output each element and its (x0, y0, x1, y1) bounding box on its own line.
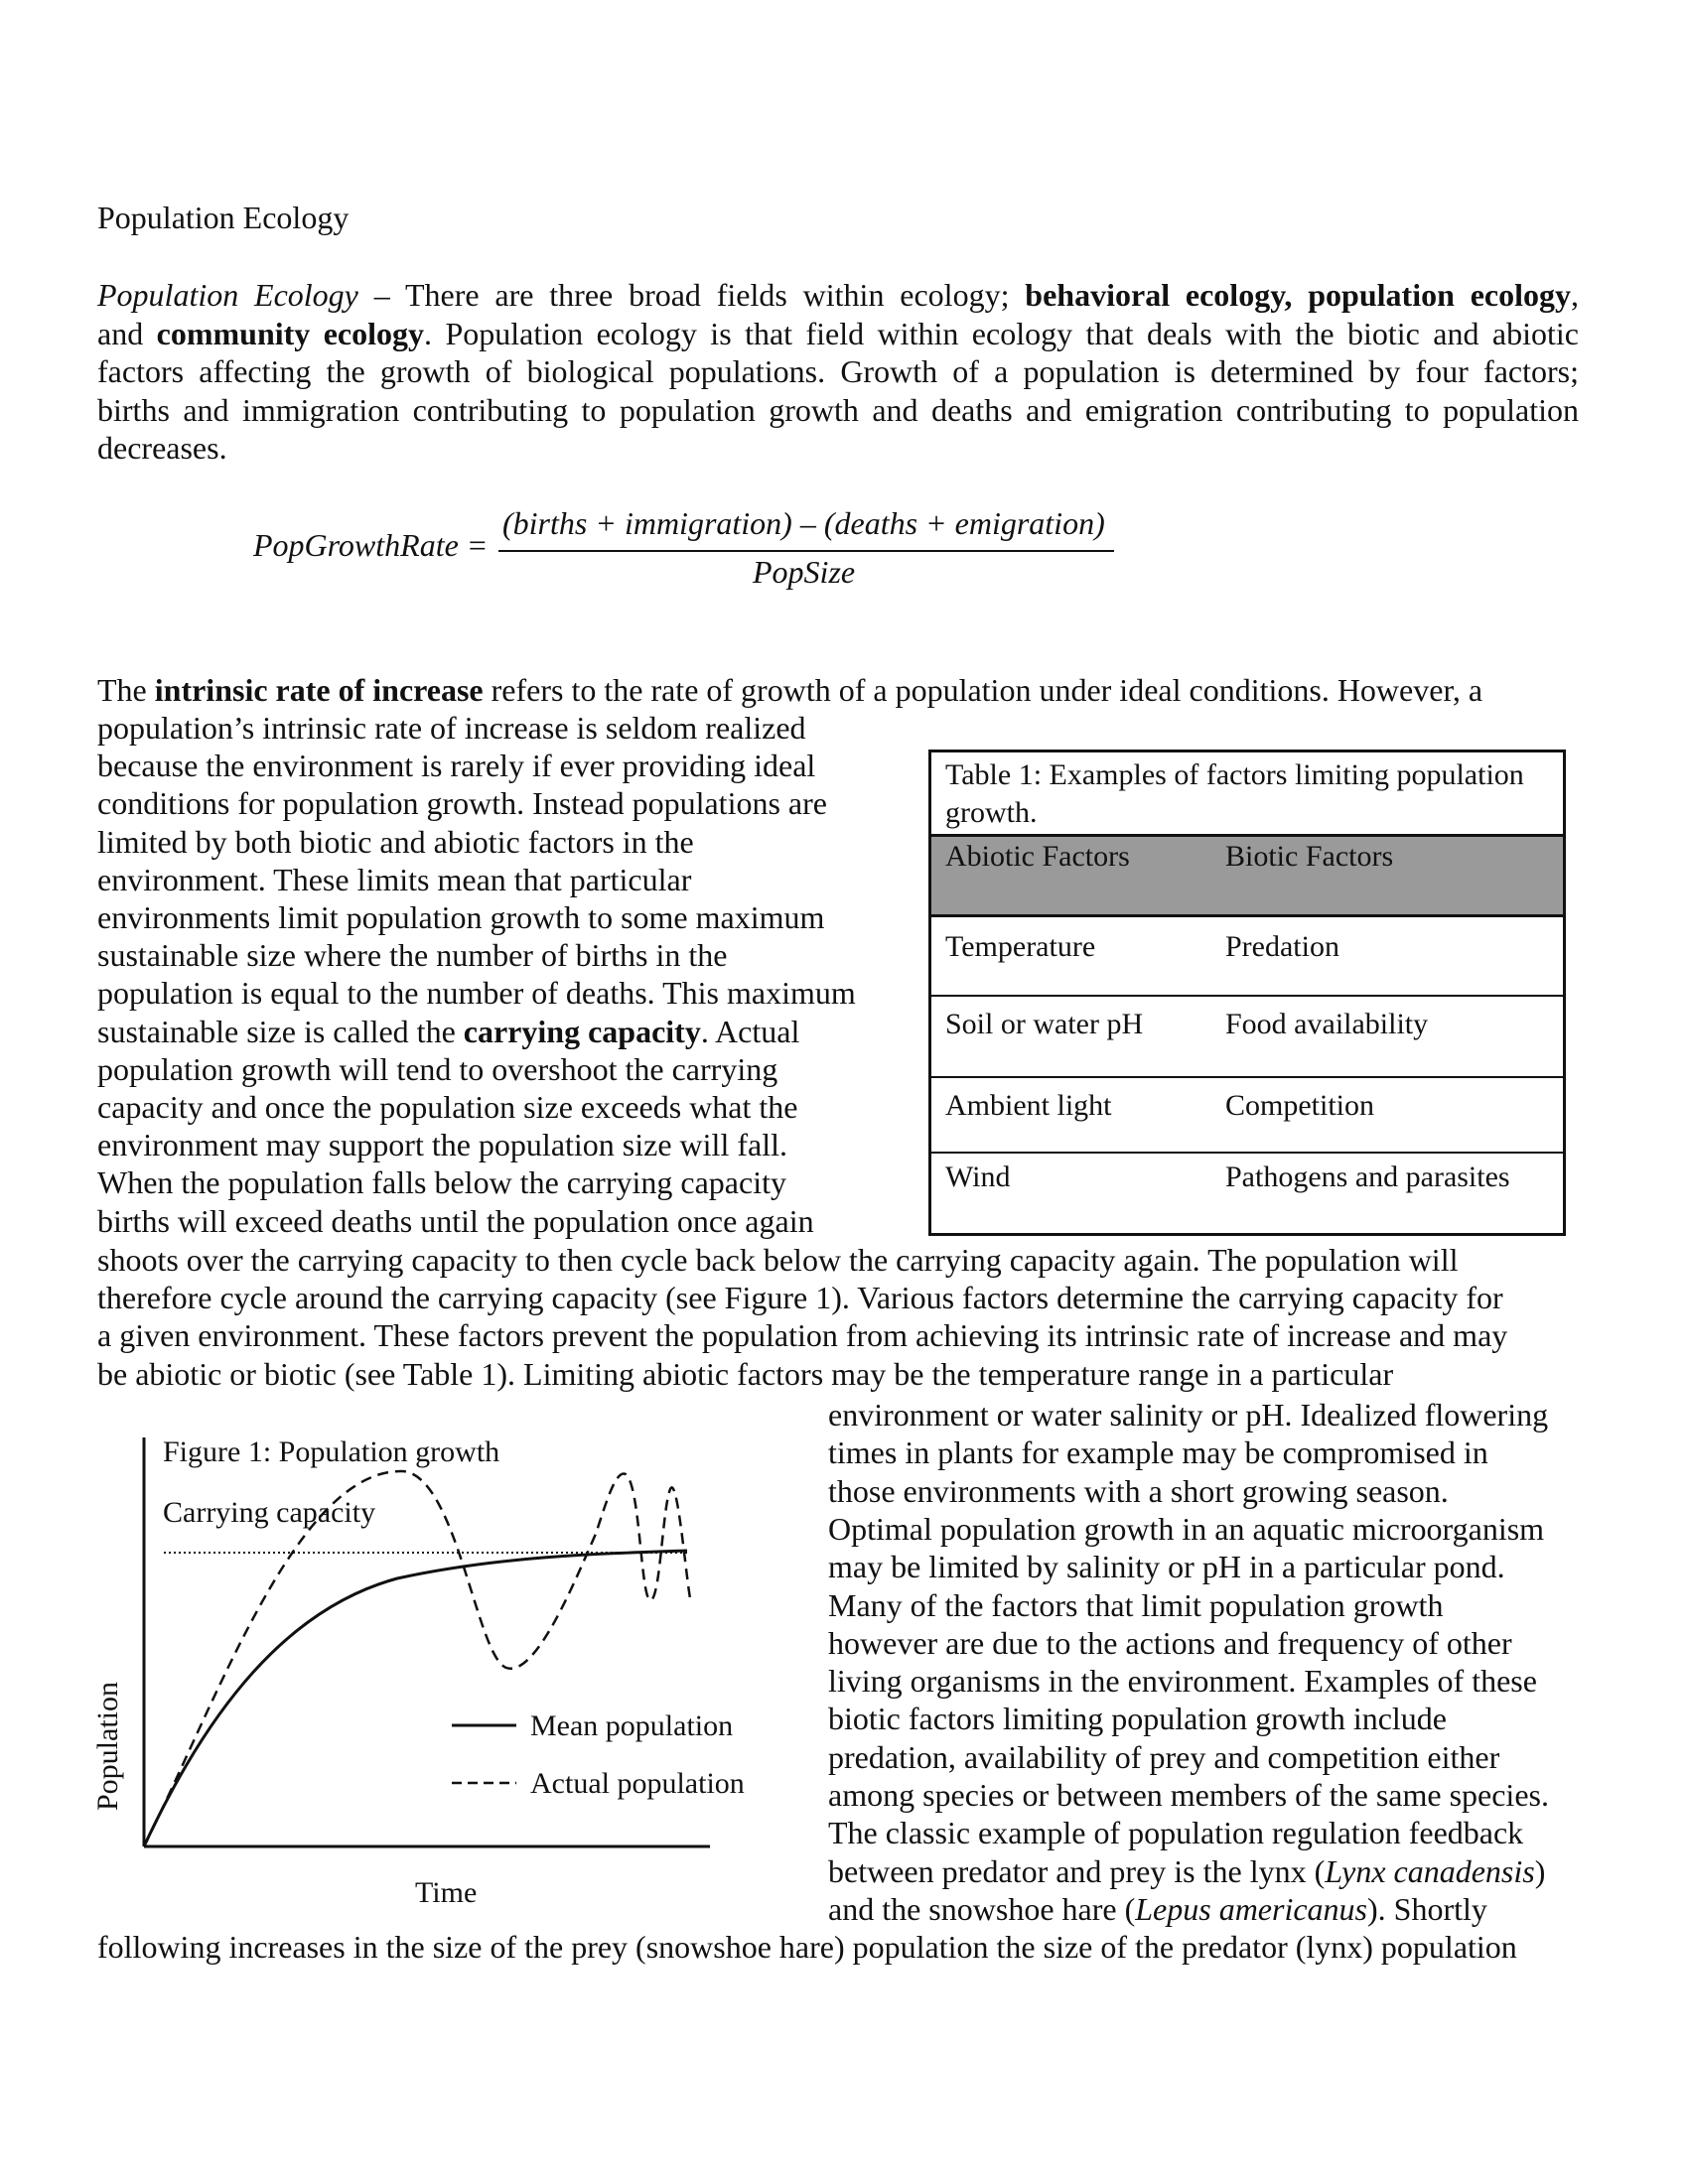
text-line: factors affecting the growth of biological populations. Growth of a population is determined by four factors; (97, 353, 1579, 389)
table-cell: Soil or water pH (945, 1008, 1144, 1040)
table-row (931, 1154, 1563, 1236)
y-axis-label: Population (91, 1681, 125, 1812)
text-line: When the population falls below the carrying capacity (97, 1164, 786, 1201)
text-line: be abiotic or biotic (see Table 1). Limiting abiotic factors may be the temperature range in a particular (97, 1355, 1394, 1392)
text-line: because the environment is rarely if ever providing ideal (97, 748, 816, 784)
table-cell: Ambient light (945, 1089, 1112, 1122)
text-line: decreases. (97, 430, 227, 466)
table-cell: Food availability (1225, 1008, 1429, 1040)
table-caption-line2: growth. (945, 796, 1038, 829)
legend-actual-label: Actual population (530, 1767, 745, 1800)
table-cell: Temperature (945, 930, 1096, 963)
text-line: sustainable size is called the carrying capacity. Actual (97, 1013, 800, 1049)
text-line: births and immigration contributing to population growth and deaths and emigration contributing to population (97, 391, 1579, 428)
text-line: population growth will tend to overshoot the carrying (97, 1050, 778, 1087)
final-line: following increases in the size of the prey (snowshoe hare) population the size of the predator (lynx) population (97, 1929, 1517, 1965)
legend-mean-label: Mean population (530, 1709, 734, 1742)
equation-denominator: PopSize (753, 554, 856, 590)
text-line: population is equal to the number of deaths. This maximum (97, 975, 856, 1012)
table-caption-line1: Table 1: Examples of factors limiting population (945, 758, 1524, 791)
text-line: births will exceed deaths until the population once again (97, 1202, 814, 1239)
fraction-bar (498, 550, 1114, 552)
table-caption (945, 756, 1566, 832)
text-line: environments limit population growth to some maximum (97, 899, 825, 935)
text-line: Optimal population growth in an aquatic microorganism (828, 1510, 1545, 1547)
table-cell: Predation (1225, 930, 1339, 963)
text-line: limited by both biotic and abiotic factors in the (97, 823, 694, 860)
text-line: environment. These limits mean that particular (97, 861, 692, 897)
text-line: predation, availability of prey and competition either (828, 1738, 1500, 1775)
text-line: The classic example of population regulation feedback (828, 1815, 1524, 1851)
text-line: environment may support the population size will fall. (97, 1127, 787, 1163)
figure-title: Figure 1: Population growth (163, 1435, 500, 1468)
text-line: The intrinsic rate of increase refers to the rate of growth of a population under ideal conditions. However, a (97, 672, 1483, 708)
text-line: biotic factors limiting population growth include (828, 1701, 1447, 1737)
header-abiotic: Abiotic Factors (945, 840, 1130, 873)
text-line: among species or between members of the same species. (828, 1777, 1549, 1813)
text-line: Many of the factors that limit population growth (828, 1586, 1444, 1623)
header-biotic: Biotic Factors (1225, 840, 1394, 873)
equation-lhs: PopGrowthRate = (253, 527, 489, 563)
text-line: capacity and once the population size exceeds what the (97, 1089, 798, 1125)
text-line: times in plants for example may be compromised in (828, 1434, 1488, 1471)
text-line: however are due to the actions and frequency of other (828, 1624, 1512, 1661)
page-title: Population Ecology (97, 200, 350, 235)
text-line: and the snowshoe hare (Lepus americanus). Shortly (828, 1890, 1487, 1927)
text-line: may be limited by salinity or pH in a particular pond. (828, 1549, 1505, 1585)
text-line: between predator and prey is the lynx (Lynx canadensis) (828, 1852, 1546, 1889)
text-line: population’s intrinsic rate of increase is seldom realized (97, 710, 806, 746)
carrying-capacity-label: Carrying capacity (163, 1496, 376, 1529)
text-line: those environments with a short growing season. (828, 1472, 1449, 1509)
table-row (931, 917, 1563, 997)
text-line: shoots over the carrying capacity to then cycle back below the carrying capacity again. The population will (97, 1242, 1459, 1278)
table-header-row (931, 834, 1563, 917)
population-growth-figure (91, 1430, 814, 1926)
table-row (931, 997, 1563, 1078)
text-line: and community ecology. Population ecology is that field within ecology that deals with the biotic and abiotic (97, 315, 1580, 351)
text-line: conditions for population growth. Instead populations are (97, 785, 827, 822)
equation-numerator: (births + immigration) – (deaths + emigration) (502, 505, 1105, 541)
text-line: a given environment. These factors prevent the population from achieving its intrinsic rate of increase and may (97, 1317, 1508, 1354)
table-cell: Pathogens and parasites (1225, 1160, 1510, 1193)
table-row (931, 1078, 1563, 1154)
text-line: environment or water salinity or pH. Idealized flowering (828, 1397, 1549, 1433)
table-cell: Wind (945, 1160, 1011, 1193)
table-cell: Competition (1225, 1089, 1374, 1122)
text-line: sustainable size where the number of births in the (97, 937, 728, 974)
text-line: Population Ecology – There are three broad fields within ecology; behavioral ecology, population ecology, (97, 277, 1580, 313)
text-line: therefore cycle around the carrying capacity (see Figure 1). Various factors determine the carrying capacity for (97, 1280, 1503, 1316)
x-axis-label: Time (415, 1876, 478, 1909)
factors-table (928, 750, 1566, 1236)
text-line: living organisms in the environment. Examples of these (828, 1663, 1537, 1700)
